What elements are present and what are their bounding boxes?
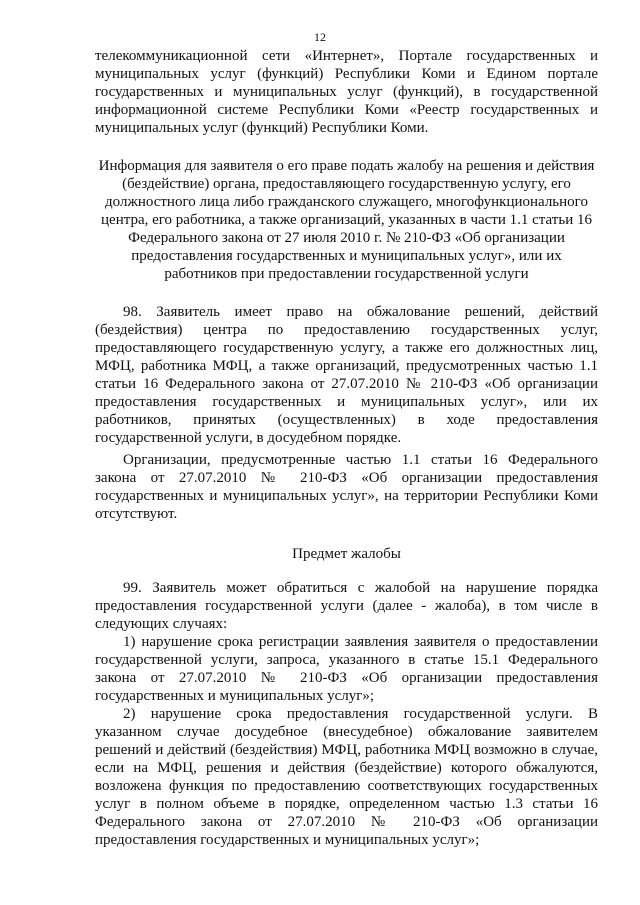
list-item-2: 2) нарушение срока предоставления государственной услуги. В указанном случае досудебное (внесудебное) обжалование заявителем решений и действий (бездействия) МФЦ, работника МФЦ возможно в случае, если на МФЦ, решения и действия (бездействие) которого обжалуются, возложена функция по предоставлению соответствующих государственных услуг в полном объеме в порядке, определенном частью 1.3 статьи 16 Федерального закона от 27.07.2010 № 210-ФЗ «Об организации предоставления государственных и муниципальных услуг»; — [95, 706, 598, 848]
page-number: 12 — [314, 30, 326, 44]
document-body — [95, 47, 598, 849]
section-title-complaint-subject: Предмет жалобы — [292, 546, 401, 562]
section-title-complaint-rights: Информация для заявителя о его праве подать жалобу на решения и действия (бездействие) органа, предоставляющего государственную услугу, его должностного лица либо гражданского служащего, многофункционального центра, его работника, а также организаций, указанных в части 1.1 статьи 16 Федерального закона от 27 июля 2010 г. № 210-ФЗ «Об организации предоставления государственных и муниципальных услуг», или их работников при предоставлении государственной услуги — [98, 158, 595, 282]
paragraph-98: 98. Заявитель имеет право на обжалование решений, действий (бездействия) центра по предоставлению государственных услуг, предоставляющего государственную услугу, а также его должностных лиц, МФЦ, работника МФЦ, а также организаций, предусмотренных частью 1.1 статьи 16 Федерального закона от 27.07.2010 № 210-ФЗ «Об организации предоставления государственных и муниципальных услуг», или их работников, принятых (осуществленных) в ходе предоставления государственной услуги, в досудебном порядке. — [95, 304, 598, 446]
intro-paragraph: телекоммуникационной сети «Интернет», Портале государственных и муниципальных услуг (функций) Республики Коми и Едином портале государственных и муниципальных услуг (функций), в государственной информационной системе Республики Коми «Реестр государственных и муниципальных услуг (функций) Республики Коми. — [95, 48, 598, 136]
paragraph-99: 99. Заявитель может обратиться с жалобой на нарушение порядка предоставления государственной услуги (далее - жалоба), в том числе в следующих случаях: — [95, 580, 598, 632]
paragraph-organizations: Организации, предусмотренные частью 1.1 статьи 16 Федерального закона от 27.07.2010 № 210-ФЗ «Об организации предоставления государственных и муниципальных услуг», на территории Республики Коми отсутствуют. — [95, 452, 598, 522]
list-item-1: 1) нарушение срока регистрации заявления заявителя о предоставлении государственной услуги, запроса, указанного в статье 15.1 Федерального закона от 27.07.2010 № 210-ФЗ «Об организации предоставления государственных и муниципальных услуг»; — [95, 634, 598, 704]
